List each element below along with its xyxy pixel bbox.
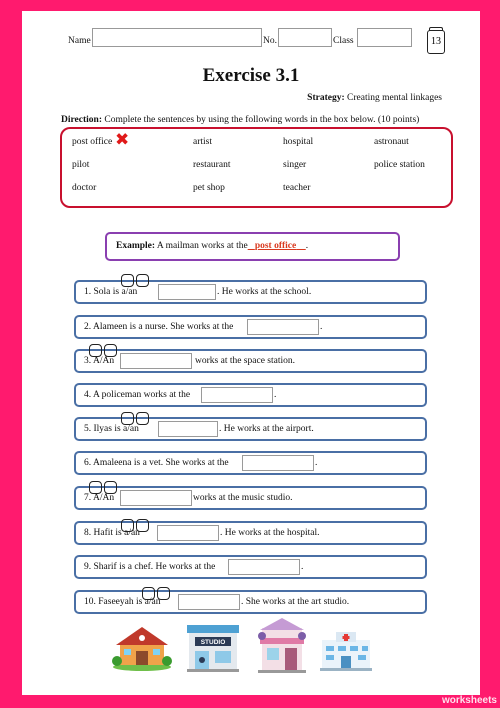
- question-text-end: .: [274, 390, 277, 400]
- check-boxes-q7: [89, 481, 119, 494]
- direction-text: Complete the sentences by using the following words in the box below. (10 points): [104, 115, 420, 125]
- small-box-icon[interactable]: [121, 274, 134, 287]
- check-boxes-q1: [121, 274, 151, 287]
- check-boxes-q8: [121, 519, 151, 532]
- small-box-icon[interactable]: [121, 412, 134, 425]
- direction-line: [61, 115, 419, 125]
- question-text: 9. Sharif is a chef. He works at the: [84, 562, 216, 572]
- question-row: [74, 349, 427, 373]
- answer-blank[interactable]: [242, 455, 314, 471]
- answer-blank[interactable]: [120, 490, 192, 506]
- strategy-label: Strategy:: [307, 93, 345, 103]
- question-text-end: .: [301, 562, 304, 572]
- studio-sign-text: STUDIO: [200, 639, 226, 646]
- check-boxes-q3: [89, 344, 119, 357]
- small-box-icon[interactable]: [121, 519, 134, 532]
- shop-building-icon: [254, 616, 310, 674]
- question-text: 5. Ilyas is a/an: [84, 424, 139, 434]
- small-box-icon[interactable]: [89, 481, 102, 494]
- example-label: Example:: [116, 241, 156, 251]
- question-row: [74, 451, 427, 475]
- word-bank-item: artist: [193, 137, 212, 147]
- question-text-end: . He works at the airport.: [219, 424, 314, 434]
- no-label: No.: [263, 36, 277, 46]
- question-text-end: .: [315, 458, 318, 468]
- answer-blank[interactable]: [201, 387, 273, 403]
- answer-blank[interactable]: [228, 559, 300, 575]
- example-answer: [248, 241, 309, 251]
- small-box-icon[interactable]: [136, 519, 149, 532]
- word-bank-item: pet shop: [193, 183, 225, 193]
- class-field[interactable]: [357, 28, 412, 47]
- question-text-end: works at the music studio.: [193, 493, 293, 503]
- answer-blank[interactable]: [120, 353, 192, 369]
- small-box-icon[interactable]: [136, 412, 149, 425]
- answer-blank[interactable]: [178, 594, 240, 610]
- name-label: Name: [68, 36, 91, 46]
- check-boxes-q5: [121, 412, 151, 425]
- word-bank-item: doctor: [72, 183, 97, 193]
- check-boxes-q10: [142, 587, 172, 600]
- direction-label: Direction:: [61, 115, 102, 125]
- word-bank-item: police station: [374, 160, 425, 170]
- question-text-end: . She works at the art studio.: [241, 597, 350, 607]
- word-bank-item: teacher: [283, 183, 311, 193]
- example-text: A mailman works at the: [156, 241, 248, 251]
- strategy-line: [307, 93, 442, 103]
- question-text: 6. Amaleena is a vet. She works at the: [84, 458, 229, 468]
- answer-blank[interactable]: [247, 319, 319, 335]
- hospital-building-icon: [318, 628, 374, 672]
- question-row: [74, 383, 427, 407]
- question-row: [74, 590, 427, 614]
- example-answer-text: post office: [254, 241, 297, 251]
- question-text: 4. A policeman works at the: [84, 390, 191, 400]
- question-text: 10. Faseeyah is a/an: [84, 597, 161, 607]
- question-text-end: works at the space station.: [195, 356, 295, 366]
- class-label: Class: [333, 36, 354, 46]
- brand-logo: worksheets: [441, 695, 497, 706]
- example-box: [105, 232, 400, 261]
- answer-blank[interactable]: [158, 284, 216, 300]
- example-end: .: [305, 241, 309, 251]
- page-number-badge: 13: [427, 30, 445, 54]
- question-row: [74, 555, 427, 579]
- small-box-icon[interactable]: [104, 481, 117, 494]
- no-field[interactable]: [278, 28, 332, 47]
- page-title: Exercise 3.1: [202, 65, 300, 86]
- answer-blank[interactable]: [157, 525, 219, 541]
- small-box-icon[interactable]: [89, 344, 102, 357]
- question-text: 1. Sola is a/an: [84, 287, 138, 297]
- question-text: 2. Alameen is a nurse. She works at the: [84, 322, 234, 332]
- small-box-icon[interactable]: [136, 274, 149, 287]
- music-studio-icon: [185, 623, 241, 673]
- question-text-end: .: [320, 322, 323, 332]
- cross-mark-icon: ✖: [115, 130, 130, 150]
- small-box-icon[interactable]: [157, 587, 170, 600]
- question-row: [74, 486, 427, 510]
- question-text-end: . He works at the hospital.: [220, 528, 320, 538]
- question-text-end: . He works at the school.: [217, 287, 312, 297]
- small-box-icon[interactable]: [104, 344, 117, 357]
- strategy-text: Creating mental linkages: [347, 93, 442, 103]
- small-box-icon[interactable]: [142, 587, 155, 600]
- word-bank-item: singer: [283, 160, 307, 170]
- word-bank-item: restaurant: [193, 160, 231, 170]
- school-building-icon: [112, 621, 172, 671]
- question-text: 7. A/An: [84, 493, 115, 503]
- answer-blank[interactable]: [158, 421, 218, 437]
- question-text: 3. A/An: [84, 356, 115, 366]
- worksheet-page: [22, 11, 480, 695]
- name-field[interactable]: [92, 28, 262, 47]
- word-bank-item: pilot: [72, 160, 90, 170]
- word-bank-item: hospital: [283, 137, 314, 147]
- word-bank-item: post office: [72, 137, 113, 147]
- question-text: 8. Hafit is a/an: [84, 528, 140, 538]
- word-bank-item: astronaut: [374, 137, 409, 147]
- question-row: [74, 315, 427, 339]
